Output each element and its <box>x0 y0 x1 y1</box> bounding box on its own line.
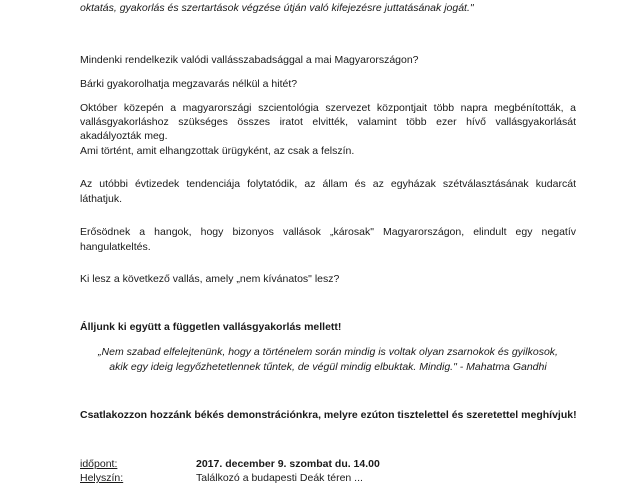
para-4: Ki lesz a következő vallás, amely „nem kívánatos" lesz? <box>80 273 340 285</box>
heading-stand: Álljunk ki együtt a független vallásgyakorlás mellett! <box>80 321 342 333</box>
para-1-line-4: Ami történt, amit elhangzottak ürügyként, az csak a felszín. <box>80 145 355 157</box>
para-1-line-1: Október közepén a magyarországi szcientológia szervezet központjait több napra megbénították, a <box>80 102 576 114</box>
para-2-line-1: Az utóbbi évtizedek tendenciája folytatódik, az állam és az egyházak szétválasztásának kudarcát <box>80 178 576 190</box>
time-label: időpont: <box>80 458 118 470</box>
quote-top-tail: oktatás, gyakorlás és szertartások végzése útján való kifejezésre juttatásának jogát." <box>80 2 474 14</box>
invitation: Csatlakozzon hozzánk békés demonstrációnkra, melyre ezúton tisztelettel és szeretettel meghívjuk! <box>80 409 577 421</box>
para-3-line-2: hangulatkeltés. <box>80 241 151 253</box>
para-1-line-2: vallásgyakorláshoz szükséges összes iratot elvitték, valamint több ezer hívő vallásgyakorlását <box>80 116 576 128</box>
question-1: Mindenki rendelkezik valódi vallásszabadsággal a mai Magyarországon? <box>80 54 419 66</box>
question-2: Bárki gyakorolhatja megzavarás nélkül a hitét? <box>80 78 298 90</box>
place-value: Találkozó a budapesti Deák téren ... <box>196 472 363 484</box>
para-2-line-2: láthatjuk. <box>80 193 123 205</box>
para-3-line-1: Erősödnek a hangok, hogy bizonyos vallások „károsak" Magyarországon, elindult egy negatív <box>80 226 576 238</box>
place-label: Helyszín: <box>80 472 124 484</box>
gandhi-quote-line-1: „Nem szabad elfelejtenünk, hogy a történelem során mindig is voltak olyan zsarnokok és gyilkosok, <box>98 346 558 358</box>
gandhi-quote-line-2: akik egy ideig legyőzhetetlennek tűntek, de végül mindig elbuktak. Mindig." - Mahatma Gandhi <box>109 361 547 373</box>
para-1-line-3: akadályozták meg. <box>80 130 168 142</box>
time-value: 2017. december 9. szombat du. 14.00 <box>196 458 380 470</box>
